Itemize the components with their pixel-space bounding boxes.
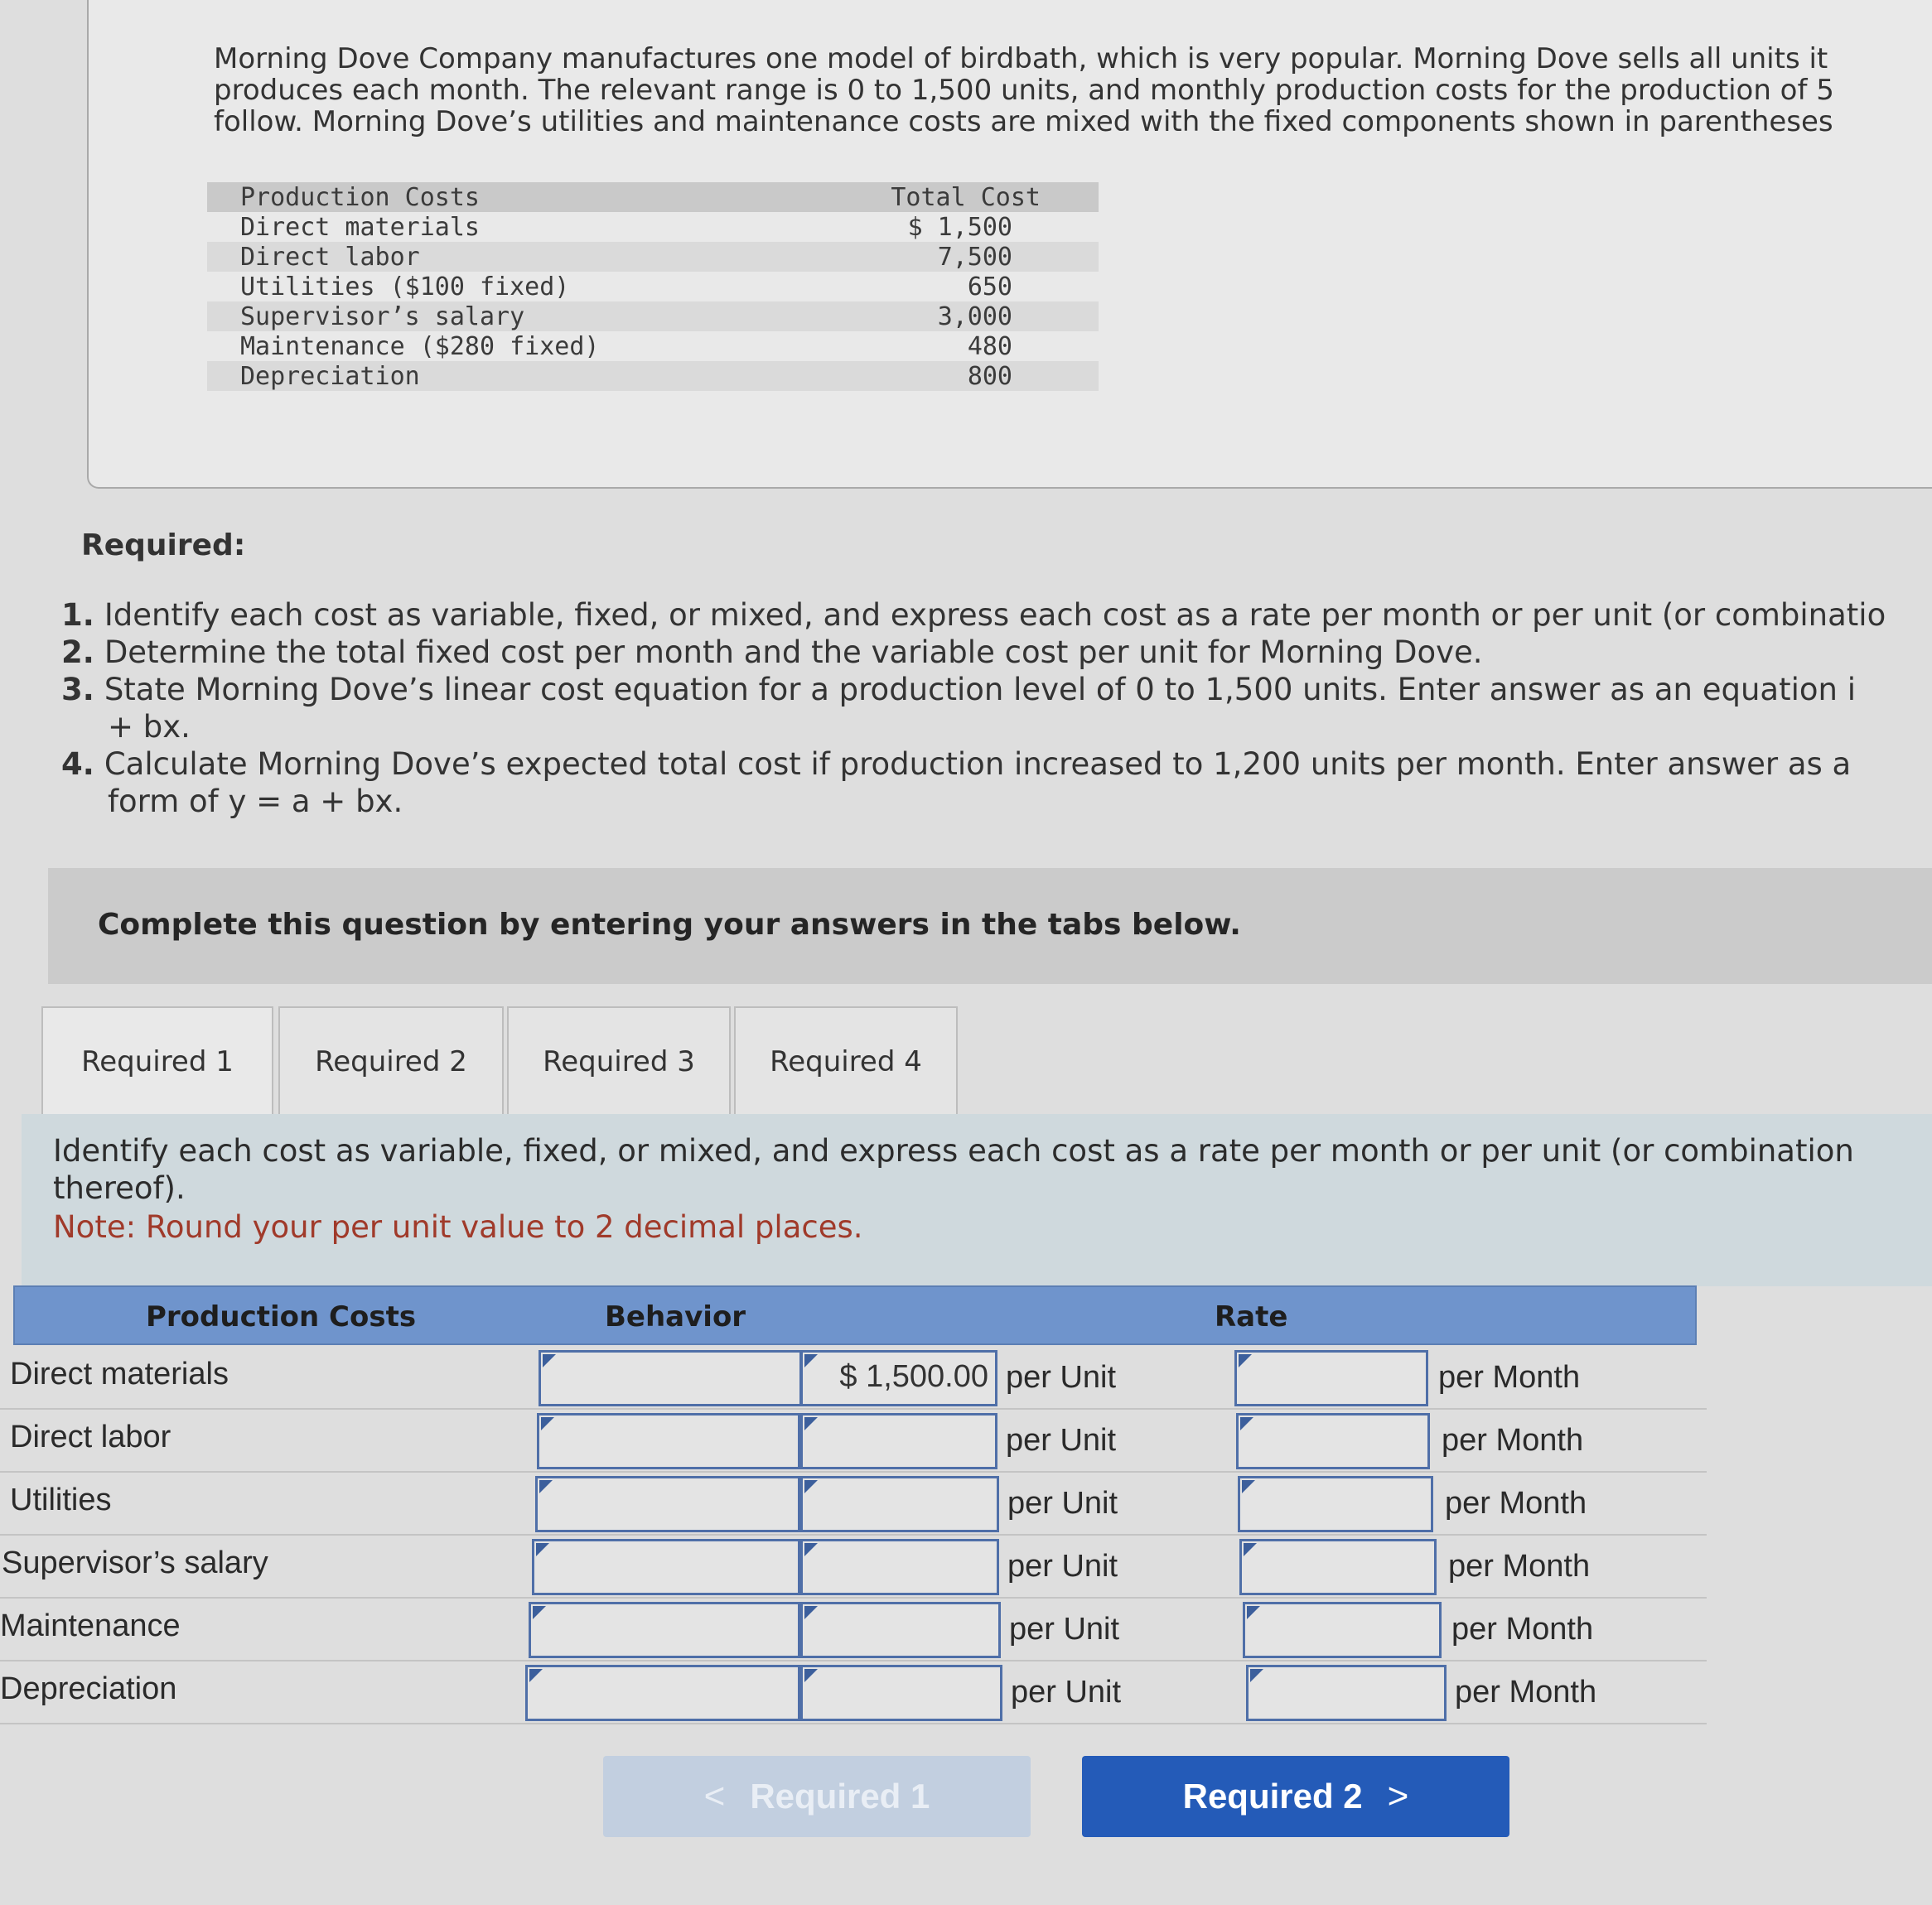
table-row <box>0 1599 1707 1661</box>
month-rate-input[interactable] <box>1236 1413 1430 1469</box>
behavior-select[interactable] <box>529 1602 800 1658</box>
dropdown-marker-icon <box>536 1543 549 1556</box>
per-unit-label: per Unit <box>1007 1486 1118 1521</box>
chevron-left-icon: < <box>703 1776 726 1816</box>
unit-rate-input[interactable] <box>800 1665 1002 1721</box>
instruction-text: Identify each cost as variable, fixed, or mixed, and express each cost as a rate per month or per unit (or combination thereof). <box>53 1133 1854 1206</box>
dropdown-marker-icon <box>1239 1354 1252 1367</box>
row-label: Maintenance <box>0 1608 181 1643</box>
unit-rate-input[interactable] <box>800 1539 999 1595</box>
behavior-select[interactable] <box>537 1413 800 1469</box>
tab-required-2[interactable] <box>278 1006 504 1116</box>
dropdown-marker-icon <box>804 1543 818 1556</box>
per-month-label: per Month <box>1455 1675 1597 1710</box>
item-number: 1. <box>61 597 94 633</box>
dropdown-marker-icon <box>804 1606 818 1619</box>
instructions-banner <box>48 868 1932 984</box>
header-rate: Rate <box>1215 1300 1288 1334</box>
dropdown-marker-icon <box>533 1606 546 1619</box>
prev-required-button[interactable] <box>603 1756 1031 1837</box>
dropdown-marker-icon <box>541 1417 554 1430</box>
banner-text: Complete this question by entering your answers in the tabs below. <box>98 908 1241 942</box>
unit-rate-value: $ 1,500.00 <box>839 1359 988 1394</box>
tab-label: Required 4 <box>770 1045 922 1078</box>
answer-grid <box>0 1285 1932 1733</box>
tab-label: Required 3 <box>543 1045 695 1078</box>
table-row <box>207 331 1099 361</box>
per-month-label: per Month <box>1438 1360 1581 1395</box>
table-row <box>0 1347 1707 1410</box>
item-text-continued: form of y = a + bx. <box>108 784 403 819</box>
per-unit-label: per Unit <box>1011 1675 1122 1710</box>
table-row <box>0 1410 1707 1473</box>
row-label: Utilities <box>10 1483 112 1517</box>
dropdown-marker-icon <box>1242 1480 1255 1493</box>
month-rate-input[interactable] <box>1243 1602 1442 1658</box>
list-item <box>61 671 1932 745</box>
dropdown-marker-icon <box>529 1669 543 1682</box>
required-title: Required: <box>81 528 246 562</box>
per-month-label: per Month <box>1448 1549 1591 1584</box>
cost-amount: 800 <box>967 361 1012 391</box>
dropdown-marker-icon <box>804 1354 818 1367</box>
table-row <box>207 301 1099 331</box>
dropdown-marker-icon <box>543 1354 556 1367</box>
table-row <box>0 1536 1707 1599</box>
month-rate-input[interactable] <box>1246 1665 1447 1721</box>
behavior-select[interactable] <box>535 1476 800 1532</box>
month-rate-input[interactable] <box>1234 1350 1428 1406</box>
unit-rate-input[interactable] <box>800 1413 997 1469</box>
cost-name: Direct labor <box>240 242 420 272</box>
row-label: Direct materials <box>10 1357 229 1391</box>
per-month-label: per Month <box>1451 1612 1594 1647</box>
dropdown-marker-icon <box>804 1417 818 1430</box>
prev-button-label: Required 1 <box>750 1777 930 1816</box>
cost-name: Depreciation <box>240 361 420 391</box>
item-text-continued: + bx. <box>108 709 191 745</box>
dropdown-marker-icon <box>1244 1543 1257 1556</box>
row-label: Supervisor’s salary <box>2 1546 268 1580</box>
per-month-label: per Month <box>1442 1423 1584 1458</box>
unit-rate-input[interactable] <box>800 1602 1001 1658</box>
list-item <box>61 596 1932 634</box>
dropdown-marker-icon <box>804 1480 818 1493</box>
cost-name: Direct materials <box>240 212 480 242</box>
table-row <box>207 272 1099 301</box>
chevron-right-icon: > <box>1387 1776 1409 1816</box>
cost-amount: 480 <box>967 331 1012 361</box>
behavior-select[interactable] <box>539 1350 802 1406</box>
tab-required-1[interactable] <box>41 1006 273 1116</box>
dropdown-marker-icon <box>804 1669 818 1682</box>
unit-rate-input[interactable] <box>800 1476 999 1532</box>
tab-label: Required 2 <box>315 1045 467 1078</box>
dropdown-marker-icon <box>1250 1669 1263 1682</box>
per-unit-label: per Unit <box>1006 1423 1117 1458</box>
table-row <box>0 1473 1707 1536</box>
item-number: 4. <box>61 746 94 782</box>
row-label: Depreciation <box>0 1671 177 1706</box>
dropdown-marker-icon <box>539 1480 553 1493</box>
per-month-label: per Month <box>1445 1486 1587 1521</box>
next-required-button[interactable] <box>1082 1756 1509 1837</box>
next-button-label: Required 2 <box>1182 1777 1363 1816</box>
problem-intro: Morning Dove Company manufactures one model of birdbath, which is very popular. Morning Dove sells all units it produces each month. The relevant range is 0 to 1,500 units, and monthly production costs for the production of 5 follow. Morning Dove’s utilities and maintenance costs are mixed with the fixed components shown in parentheses <box>214 42 1834 138</box>
table-row <box>207 361 1099 391</box>
tab-instructions <box>22 1114 1932 1286</box>
cost-name: Supervisor’s salary <box>240 301 525 331</box>
production-costs-table <box>207 182 1099 391</box>
per-unit-label: per Unit <box>1009 1612 1120 1647</box>
cost-name: Maintenance ($280 fixed) <box>240 331 600 361</box>
behavior-select[interactable] <box>525 1665 800 1721</box>
header-total-cost: Total Cost <box>891 182 1041 212</box>
per-unit-label: per Unit <box>1006 1360 1117 1395</box>
dropdown-marker-icon <box>1240 1417 1253 1430</box>
month-rate-input[interactable] <box>1238 1476 1433 1532</box>
table-row <box>207 242 1099 272</box>
item-number: 3. <box>61 672 94 707</box>
list-item <box>61 634 1932 671</box>
rounding-note: Note: Round your per unit value to 2 decimal places. <box>53 1209 863 1245</box>
row-label: Direct labor <box>10 1420 171 1454</box>
list-item <box>61 745 1932 820</box>
tab-required-3[interactable] <box>507 1006 731 1116</box>
header-production-costs: Production Costs <box>146 1300 417 1334</box>
tab-label: Required 1 <box>81 1045 234 1078</box>
table-row <box>0 1661 1707 1724</box>
cost-amount: $ 1,500 <box>907 212 1012 242</box>
item-text: State Morning Dove’s linear cost equation for a production level of 0 to 1,500 units. Enter answer as an equation i <box>104 672 1857 707</box>
required-list <box>61 596 1932 820</box>
item-text: Calculate Morning Dove’s expected total cost if production increased to 1,200 units per month. Enter answer as a <box>104 746 1852 782</box>
header-production-costs: Production Costs <box>240 182 480 212</box>
cost-amount: 3,000 <box>937 301 1012 331</box>
answer-grid-header <box>13 1285 1697 1345</box>
header-behavior: Behavior <box>605 1300 746 1334</box>
per-unit-label: per Unit <box>1007 1549 1118 1584</box>
cost-name: Utilities ($100 fixed) <box>240 272 570 301</box>
dropdown-marker-icon <box>1247 1606 1260 1619</box>
item-number: 2. <box>61 634 94 670</box>
cost-table-header <box>207 182 1099 212</box>
month-rate-input[interactable] <box>1239 1539 1437 1595</box>
tab-required-4[interactable] <box>734 1006 958 1116</box>
item-text: Identify each cost as variable, fixed, or mixed, and express each cost as a rate per month or per unit (or combinatio <box>104 597 1886 633</box>
unit-rate-input[interactable] <box>800 1350 997 1406</box>
behavior-select[interactable] <box>532 1539 800 1595</box>
table-row <box>207 212 1099 242</box>
cost-amount: 650 <box>967 272 1012 301</box>
cost-amount: 7,500 <box>937 242 1012 272</box>
item-text: Determine the total fixed cost per month and the variable cost per unit for Morning Dove. <box>104 634 1483 670</box>
